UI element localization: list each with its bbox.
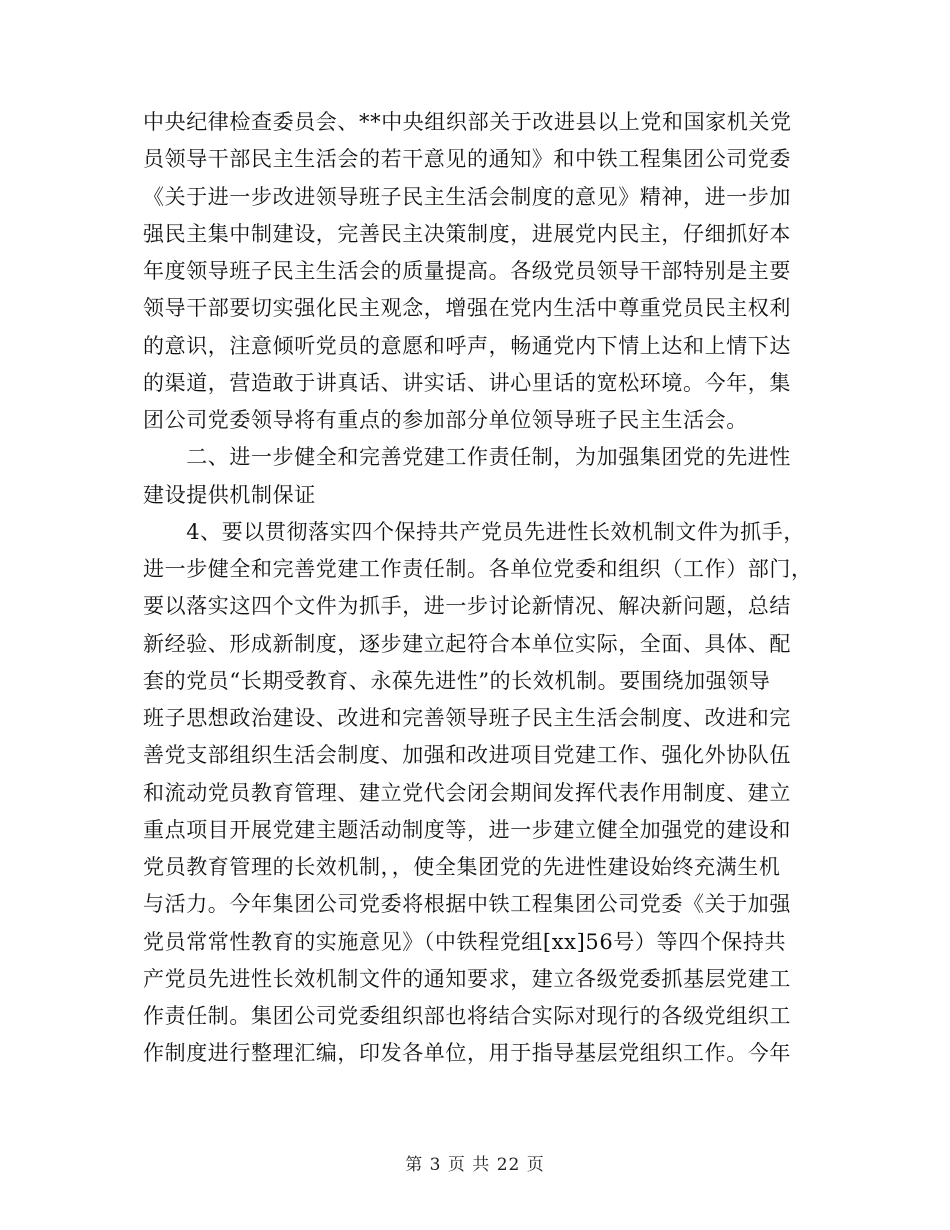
text-line: 作责任制。集团公司党委组织部也将结合实际对现行的各级党组织工 (143, 1004, 791, 1028)
text-line: 善党支部组织生活会制度、加强和改进项目党建工作、强化外协队伍 (143, 743, 791, 768)
document-body (143, 104, 813, 1073)
text-line: 新经验、形成新制度，逐步建立起符合本单位实际，全面、具体、配 (143, 631, 791, 656)
text-line: 套的党员“长期受教育、永葆先进性”的长效机制。要围绕加强领导 (143, 668, 771, 693)
text-line: 的渠道，营造敢于讲真话、讲实话、讲心里话的宽松环境。今年，集 (143, 370, 791, 395)
page-number-footer: 第 3 页 共 22 页 (405, 1155, 545, 1175)
text-line: 进一步健全和完善党建工作责任制。各单位党委和组织（工作）部门， (143, 557, 813, 581)
text-line: 《关于进一步改进领导班子民主生活会制度的意见》精神，进一步加 (143, 184, 791, 209)
text-line: 团公司党委领导将有重点的参加部分单位领导班子民主生活会。 (143, 408, 748, 432)
text-line: 产党员先进性长效机制文件的通知要求，建立各级党委抓基层党建工 (143, 966, 791, 991)
text-line: 作制度进行整理汇编，印发各单位，用于指导基层党组织工作。今年 (143, 1041, 791, 1066)
section-heading-line: 建设提供机制保证 (143, 482, 316, 507)
section-heading-line: 二、进一步健全和完善党建工作责任制，为加强集团党的先进性 (143, 445, 791, 470)
text-line: 的意识，注意倾听党员的意愿和呼声，畅通党内下情上达和上情下达 (143, 333, 791, 358)
text-line: 与活力。今年集团公司党委将根据中铁工程集团公司党委《关于加强 (143, 892, 791, 917)
text-line: 重点项目开展党建主题活动制度等，进一步建立健全加强党的建设和 (143, 817, 791, 842)
text-line: 强民主集中制建设，完善民主决策制度，进展党内民主，仔细抓好本 (143, 221, 791, 246)
text-line: 年度领导班子民主生活会的质量提高。各级党员领导干部特别是主要 (143, 259, 791, 283)
text-line: 要以落实这四个文件为抓手，进一步讨论新情况、解决新问题，总结 (143, 594, 791, 619)
text-line: 领导干部要切实强化民主观念，增强在党内生活中尊重党员民主权利 (143, 296, 791, 321)
text-line: 党员常常性教育的实施意见》（中铁程党组[xx]56号）等四个保持共 (143, 929, 787, 954)
text-line: 员领导干部民主生活会的若干意见的通知》和中铁工程集团公司党委 (143, 147, 791, 172)
text-line: 党员教育管理的长效机制，，使全集团党的先进性建设始终充满生机 (143, 855, 781, 879)
text-line: 班子思想政治建设、改进和完善领导班子民主生活会制度、改进和完 (143, 706, 791, 730)
text-line: 中央纪律检查委员会、**中央组织部关于改进县以上党和国家机关党 (143, 110, 792, 134)
text-line: 4、要以贯彻落实四个保持共产党员先进性长效机制文件为抓手， (143, 519, 805, 544)
text-line: 和流动党员教育管理、建立党代会闭会期间发挥代表作用制度、建立 (143, 780, 791, 805)
